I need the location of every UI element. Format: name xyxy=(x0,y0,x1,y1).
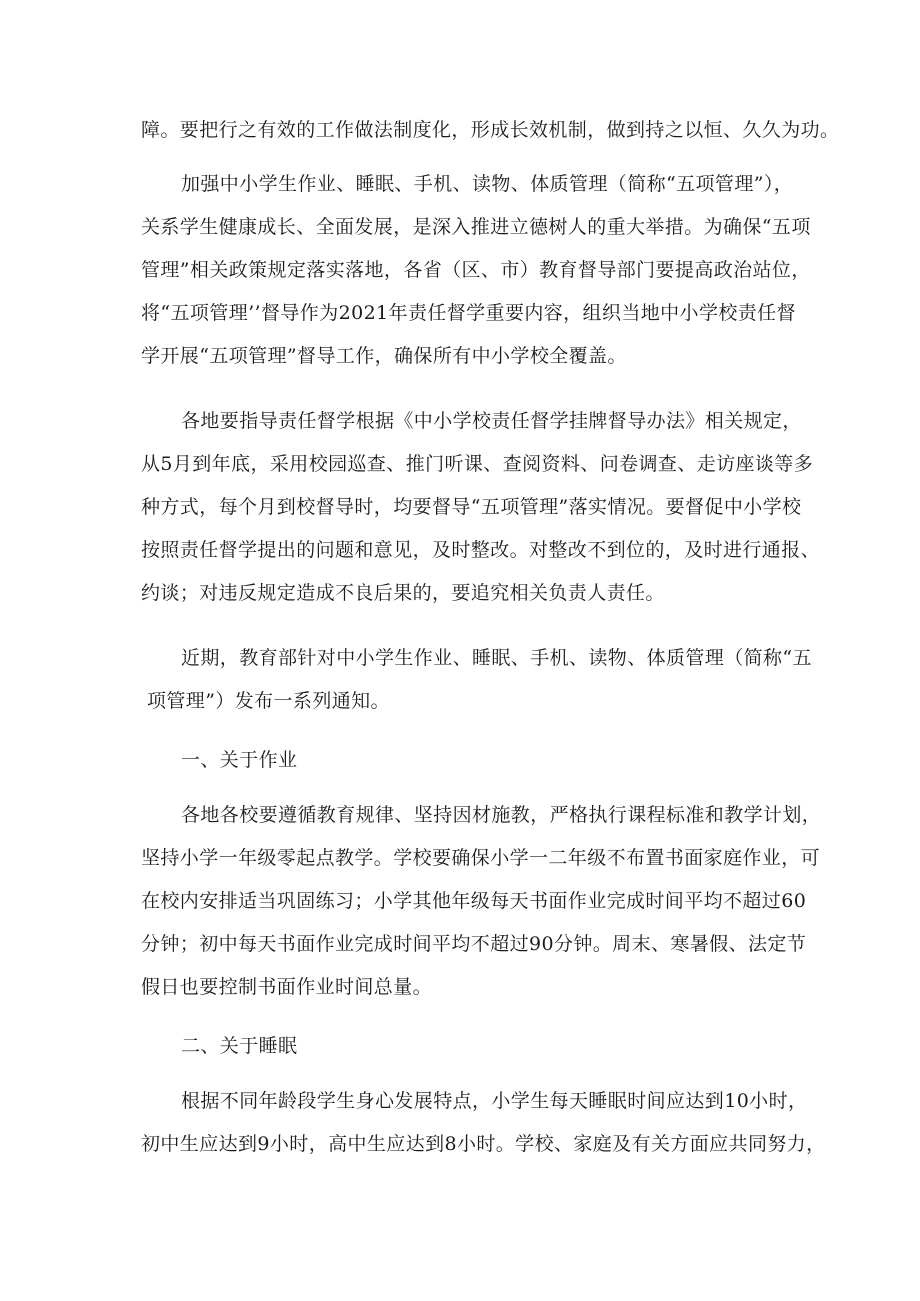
paragraph-first-line: 加强中小学生作业、睡眠、手机、读物、体质管理（简称“五项管理”）， xyxy=(181,173,794,195)
text-line: 坚持小学一年级零起点教学。学校要确保小学一二年级不布置书面家庭作业，可 xyxy=(141,847,821,869)
paragraph-first-line: 各地要指导责任督学根据《中小学校责任督学挂牌督导办法》相关规定， xyxy=(181,410,802,432)
text-line: 约谈；对违反规定造成不良后果的，要追究相关负责人责任。 xyxy=(141,582,665,604)
text-line: 从5月到年底，采用校园巡查、推门听课、查阅资料、问卷调查、走访座谈等多 xyxy=(141,453,814,475)
section-heading-sleep: 二、关于睡眠 xyxy=(181,1035,298,1057)
section-heading-homework: 一、关于作业 xyxy=(181,749,298,771)
text-line: 障。要把行之有效的工作做法制度化，形成长效机制，做到持之以恒、久久为功。 xyxy=(141,119,840,141)
text-line: 项管理”）发布一系列通知。 xyxy=(147,690,390,712)
text-line: 管理”相关政策规定落实落地，各省（区、市）教育督导部门要提高政治站位， xyxy=(141,259,811,281)
paragraph-first-line: 各地各校要遵循教育规律、坚持因材施教，严格执行课程标准和教学计划， xyxy=(181,804,822,826)
text-line: 在校内安排适当巩固练习；小学其他年级每天书面作业完成时间平均不超过60 xyxy=(141,890,807,912)
text-line: 初中生应达到9小时，高中生应达到8小时。学校、家庭及有关方面应共同努力， xyxy=(141,1133,826,1155)
text-line: 分钟；初中每天书面作业完成时间平均不超过90分钟。周末、寒暑假、法定节 xyxy=(141,933,807,955)
paragraph-first-line: 根据不同年龄段学生身心发展特点，小学生每天睡眠时间应达到10小时， xyxy=(181,1090,808,1112)
paragraph-first-line: 近期，教育部针对中小学生作业、睡眠、手机、读物、体质管理（简称“五 xyxy=(181,647,812,669)
text-line: 种方式，每个月到校督导时，均要督导“五项管理”落实情况。要督促中小学校 xyxy=(141,496,802,518)
text-line: 关系学生健康成长、全面发展，是深入推进立德树人的重大举措。为确保“五项 xyxy=(141,216,811,238)
text-line: 将“五项管理’’督导作为2021年责任督学重要内容，组织当地中小学校责任督 xyxy=(141,302,796,324)
text-line: 假日也要控制书面作业时间总量。 xyxy=(141,976,433,998)
text-line: 按照责任督学提出的问题和意见，及时整改。对整改不到位的，及时进行通报、 xyxy=(141,539,821,561)
text-line: 学开展“五项管理”督导工作，确保所有中小学校全覆盖。 xyxy=(141,345,627,367)
